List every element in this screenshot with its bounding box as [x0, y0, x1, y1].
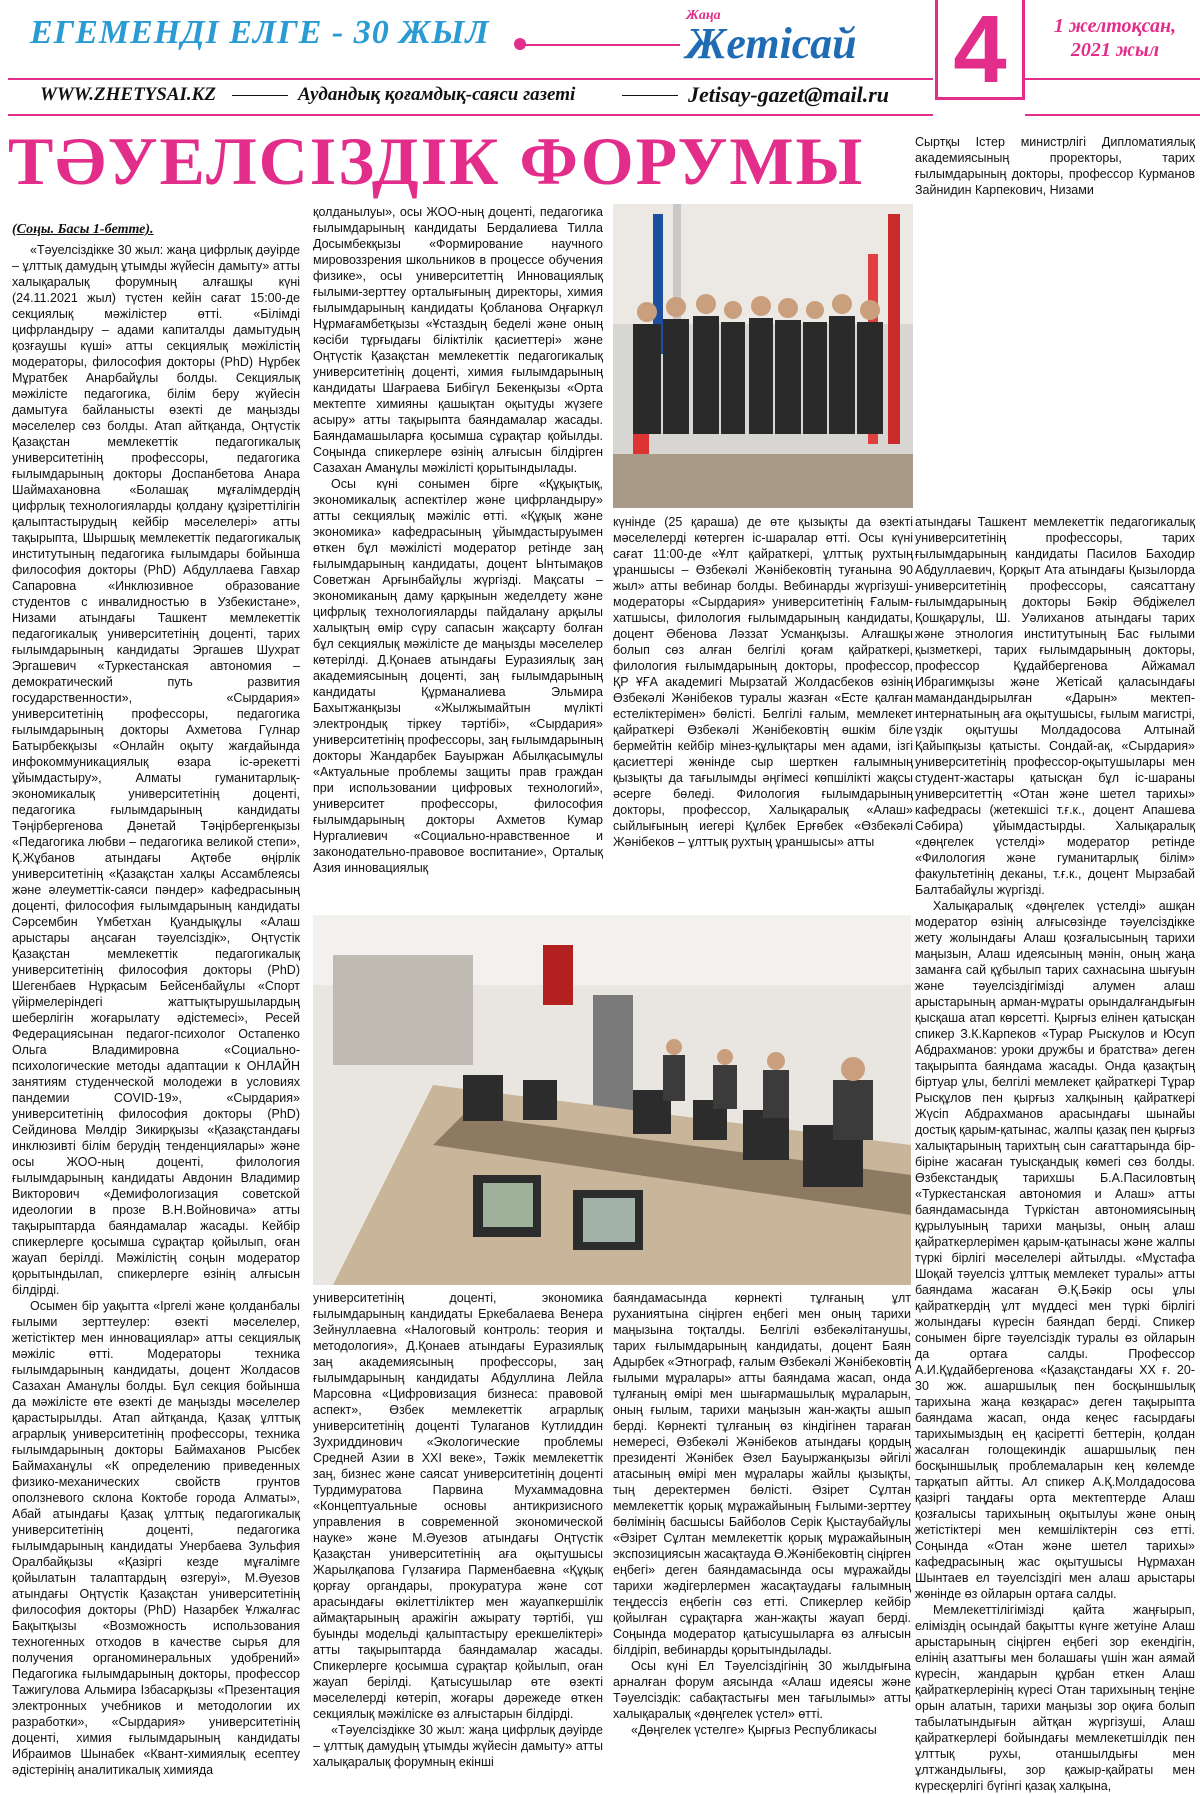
- email-link[interactable]: Jetisay-gazet@mail.ru: [688, 82, 890, 107]
- tagline: Аудандық қоғамдық-саяси газеті: [298, 84, 576, 105]
- issue-date: [1035, 14, 1195, 62]
- divider-arrow: [232, 95, 288, 96]
- paragraph: Осымен бір уақытта «Іргелі және қолданбалы ғылыми зерттеулер: өзекті мәселелер, жетістіктер мен инновациялар» атты секциялық мәжіліс өтті. Модераторы техника ғылымдарының кандидаты, доцент Жолдасов Сазахан Аманұлы болды. Бұл секция бойынша да мәжілісте өте өзекті де маңызды мәселелер қарастырылды. Атап айтқанда, Қазақ ұлттық аграрлық университетінің профессоры, техника ғылымдарының докторы Баймаханов Рысбек Баймаханұлы «К определению приведенных физико-механических свойств грунтов оползневого склона Коктобе города Алматы», Абай атындағы Қазақ ұлттық педагогикалық университетінің доценті, педагогика ғылымдарының кандидаты Унербаева Зульфия Оралбайқызы «Қазіргі кезде мұғалімге қойылатын талаптардың өзгеруі», М.Әуезов атындағы Оңтүстік Қазақстан университетінің философия докторы (PhD) Назарбек Ұлжалғас Бақытқызы «Возможность использования техногенных отходов в качестве сырья для получения органоминеральных удобрений» Педагогика ғылымдарының докторы, профессор Тажигулова Альмира Ізбасарқызы «Презентация электронных учебников и методологии их разработки», «Сырдария» университетінің доценті, химия ғылымдарының кандидаты Ибраимов Шынабек «Квант-химиялық есептеу әдістерінің аналитикалық химияда: [12, 1299, 300, 1777]
- conference-photo: [313, 915, 911, 1285]
- paragraph: Осы күні Ел Тәуелсіздігінің 30 жылдығына арналған форум аясында «Алаш идеясы және Тәуелсіздік: сабақтастығы мен тағылымы» атты халықаралық «дөңгелек үстел» өтті.: [613, 1659, 911, 1721]
- group-photo: [613, 204, 913, 508]
- paragraph: «Тәуелсіздікке 30 жыл: жаңа цифрлық дәуірде – ұлттық дамудың ұтымды жүйесін дамыту» атты халықаралық форумның алғашқы күні (24.11.2021 жыл) түстен кейін сағат 15:00-де секциялық мәжілістер өтті. «Білімді цифрландыру – адами капиталды дамытудың қозғаушы күші» атты секциялық мәжілістің модераторы, философия докторы (PhD) Нұрбек Мұратбек Анарбайұлы болды. Секциялық мәжілісте педагогика, білім беру жүйесін дамытуға байланысты өзекті де маңызды мәселелер сөз болды. Атап айтқанда, Оңтүстік Қазақстан мемлекеттік педагогикалық университетінің профессоры, педагогика ғылымдарының докторы Доспанбетова Анара Шаймахановна «Болашақ мұғалімдердің цифрлық технологияларды қолдану құзіреттілігін қалыптастырудың кейбір мәселелері» атты тақырыпта, Шыршық мемлекеттік педагогикалық институтының педагогика ғылымдары бойынша философия докторы (PhD) Абдуллаева Гавхар Сапаровна «Инклюзивное образование студентов с инвалидностью в Узбекистане», Низами атындағы Ташкент мемлекеттік педагогикалық университетінің доценті, тарих ғылымдарының кандидаты Эргашев Шухрат Эргашевич «Туркестанская автономия – демократический путь развития государственности», «Сырдария» университетінің профессоры, педагогика ғылымдарының докторы Ахметова Гүлнар Батырбекқызы «Онлайн оқыту жағдайында инфокоммуникациялық өзара іс-әрекетті ұйымдастыру», Алматы гуманитарлық-экономикалық университетінің доценті, педагогика ғылымдарының кандидаты Тәңірбергенова Дәнетай Тәңірбергенқызы «Педагогика любви – педагогика великой степи», Қ.Жұбанов атындағы Ақтөбе өңірлік университетінің «Қазақстан халқы Ассамблеясы және әлеуметтік-саяси пәндер» кафедрасының доценті, философия ғылымдарының кандидаты Сәрсембин Үмбетхан Қуандықұлы «Алаш арыстары аңсаған тәуелсіздік», Оңтүстік Қазақстан мемлекеттік педагогикалық университетінің философия докторы (PhD) Шегенбаев Нұрқасым Бейсенбайұлы «Спорт үйірмелеріндегі жаттықтырушылардың шеберлігін жоғарылату әдістемесі», Ресей Федерациясынан педагог-психолог Остапенко Ольга Владимировна «Социально-психологические методы адаптации к ОНЛАЙН занятиям студенческой молодежи в условиях пандемии COVID-19», «Сырдария» университетінің философия докторы (PhD) Сейдинова Мөлдір Зикирқызы «Қазақстандағы инклюзивті білім берудің тенденциялары» және осы ЖОО-ның доценті, филология ғылымдарының кандидаты Авдонин Владимир Викторович «Демифологизация советской идеологии в прозе В.Н.Войновича» атты тақырыптарда баяндамалар жасады. Кейбір спикерлерге қосымша сұрақтар қойылып, оған жауап берілді. Мәжілістің соңын модератор қорытындылап, спикерлерге өзінің алғысын білдірді.: [12, 243, 300, 1297]
- logo-prefix: Жаңа: [686, 8, 721, 23]
- article-title: ТӘУЕЛСІЗДІК ФОРУМЫ: [8, 123, 865, 199]
- date-line-1: 1 желтоқсан,: [1053, 15, 1177, 37]
- paragraph: Осы күні сонымен бірге «Құқықтық, экономикалық аспектілер және цифрландыру» атты секциялық мәжіліс өтті. «Құқық және экономика» кафедрасының ұйымдастыруымен өткен бұл мәжілісті модератор ретінде заң ғылымдарының кандидаты, доцент Ынтымақов Советжан Арғынбайұлы жүргізді. Мақсаты – экономиканың даму қарқынын жеделдету және цифрлық технологияларды пайдалану арқылы халықтың өмір сүру сапасын жақсарту болған бұл секциялық мәжілісте де маңызды мәселелер көтерілді. Д.Қонаев атындағы Еуразиялық заң академиясының доценті, заң ғылымдарының кандидаты Құрманалиева Эльмира Бахытжанқызы «Жылжымайтын мүлікті электрондық тіркеу тәртібі», «Сырдария» университетінің профессоры, заң ғылымдарының докторы Жандарбек Бауыржан Абылқасымұлы «Актуальные проблемы защиты прав граждан при использовании цифровых технологий», университет профессоры, философия ғылымдарының докторы Ахметов Кумар Нургалиевич «Социально-нравственное и законодательно-правовое воспитание», Орталық Азия инновациялық: [313, 477, 603, 875]
- page-number: 4: [935, 0, 1025, 100]
- column-2-bottom: [313, 1290, 603, 1769]
- paragraph: атындағы Ташкент мемлекеттік педагогикалық университетінің профессоры, тарих ғылымдарының кандидаты Пасилов Баходир Абдуллаевич, Қорқыт Ата атындағы Қызылорда университетінің профессоры, саясаттану ғылымдарының докторы Бәкір Әбдіжелел Қошқарұлы, Ш. Уәлиханов атындағы тарих және этнология институтының Бас ғылыми қызметкері, тарих ғылымдарының докторы, профессор Құдайбергенова Айжамал Ибрагимқызы және Жетісай қаласындағы мамандандырылған «Дарын» мектеп-интернатының аға оқытушысы, ғылым магистрі, үздік оқытушы Молдадосова Алтынай Қайыпқызы қатысты. Сондай-ақ, «Сырдария» университетінің профессор-оқытушылары мен студент-жастары қатысқан бұл іс-шараны университеттің «Отан және шетел тарихы» кафедрасы (жетекшісі т.ғ.к., доцент Апашева Сәбира) ұйымдастырды. Халықаралық «дөңгелек үстелді» модератор ретінде «Филология және гуманитарлық білім» факультетінің деканы, т.ғ.к., доцент Мырзабай Балтабайұлы жүргізді.: [915, 515, 1195, 897]
- newspaper-logo: Жетісай: [686, 19, 857, 68]
- paragraph: қолданылуы», осы ЖОО-ның доценті, педагогика ғылымдарының кандидаты Бердалиева Тилла Досымбекқызы «Формирование научного мировоззрения школьников в процессе обучения физике», осы университеттің Инновациялық ғылыми-зерттеу орталығының директоры, химия ғылымдарының кандидаты Қобланова Оңғаркүл Нұрмағамбетқызы «Ұстаздың беделі және оның кәсіби тұрғыдағы біліктілік қасиеттері» және Оңтүстік Қазақстан мемлекеттік педагогикалық университетінің доценті, химия ғылымдарының кандидаты Шағраева Бибігүл Бекенқызы «Орта мектепте химияны қашықтан оқытуды жүзеге асыру» атты тақырыпта баяндамалар жасады. Баяндамашыларға қосымша сұрақтар қойылды. Соңында спикерлере өзінің алғысын білдірген Сазахан Аманұлы мәжілісті қорытындылады.: [313, 205, 603, 475]
- paragraph: Халықаралық «дөңгелек үстелді» ашқан модератор өзінің алғысөзінде тәуелсіздікке жету жолындағы Алаш қозғалысының тарихи маңызын, Алаш идеясының мәнін, оның жаңа заманға сай құбылып тарих сахнасына шығуын және тәуелсіздігімізді алумен алаш арыстарының арман-мұраты орындалғандығын қысқаша атап көрсетті. Қырғыз елінен қатысқан спикер З.К.Карпеков «Турар Рыскулов и Юсуп Абдрахманов: уроки дружбы и братства» деген тақырыпта баяндама жасады. Онда қазақтың біртуар ұлы, белгілі мемлекет қайраткері Тұрар Рысқұлов пен қырғыз халқының қайраткері Жүсіп Абдрахманов арасындағы шынайы достық қарым-қатынас, жалпы қазақ пен қырғыз халықтарының тарихтың сын сағаттарында бір-біріне жасаған туысқандық көмегі сөз болды. Өзбекстандық тарихшы Б.А.Пасиловтың «Туркестанская автономия и Алаш» атты баяндамасында Түркістан автономиясының құрылуының тарихи маңызы, оның алаш қайраткерлерімен қарым-қатынасы және жалпы түркі бірлігі мәселелері айтылды. «Мұстафа Шоқай тәуелсіз ұлттық мемлекет туралы» атты баяндама жасаған Ә.Қ.Бәкір осы ұлы қайраткердің ұлт мүддесі мен түркі бірлігі жолындағы күресін баяндап берді. Спикер сонымен бірге тәуелсіздік туралы өз ойларын да ортаға салды. Профессор А.И.Құдайбергенова «Қазақстандағы XX ғ. 20-30 жж. ашаршылық пен босқыншылық тарихына жаңа көзқарас» деген тақырыпта баяндама жасап, онда кеңес ғасырдағы тарихымыздың ең қасіретті беттерін, қолдан жасалған голощекиндік ашаршылық пен босқыншылық проблемаларын кең көлемде тарқатып айтты. Ал спикер А.Қ.Молдадосова қазіргі таңдағы орта мектептерде Алаш қозғалысы тарихының оқытылуы және оның жетістіктері мен кемшіліктерін сөз етті. Соңында «Отан және шетел тарихы» кафедрасының жас оқытушысы Нұрмахан Шынтаев ел тәуелсіздігі мен алаш арыстары жөнінде өз ойларын ортаға салды.: [915, 899, 1195, 1601]
- column-3-bottom: [613, 1290, 911, 1737]
- section-title: ЕГЕМЕНДІ ЕЛГЕ - 30 ЖЫЛ: [30, 14, 490, 51]
- continued-note: (Соңы. Басы 1-бетте).: [12, 222, 154, 237]
- column-1: [12, 222, 300, 1777]
- paragraph: күнінде (25 қараша) де өте қызықты да өзекті мәселелерді көтерген іс-шаралар өтті. Осы күні сағат 11:00-де «Ұлт қайраткері, ұлттық рухтың ұраншысы – Өзбекәлі Жәнібековтің туғанына 90 жыл» атты вебинар болды. Вебинарды жүргізуші-модераторы «Сырдария» университетінің Ғалым-хатшысы, филология ғылымдарының кандидаты, доцент Әбенова Ләззат Усманқызы. Алғашқы болып сөз алған белгілі қоғам қайраткері, филология ғылымдарының докторы, профессор, ҚР ҰҒА академигі Мырзатай Жолдасбеков өзінің Өзбекәлі Жәнібеков туралы жазған «Есте қалған естеліктерімен» бөлісті. Белгілі ғалым, мемлекет қайраткері Өзбекәлі Жәнібековтің өшкім біле бермейтін кейбір мінез-құлықтары мен адами, ізгі қасиеттері жөнінде сыр шерткен ғалымның қызықты да тағылымды әңгімесі көпшілікті жақсы әсерге бөледі. Филология ғылымдарының докторы, профессор, Халықаралық «Алаш» сыйлығының иегері Құлбек Ерғөбек «Өзбекәлі Жәнібеков – ұлттық рухтың ұраншысы» атты: [613, 515, 913, 849]
- date-line-2: 2021 жыл: [1070, 39, 1160, 61]
- paragraph: «Дөңгелек үстелге» Қырғыз Республикасы: [631, 1723, 877, 1737]
- paragraph: баяндамасында көрнекті тұлғаның ұлт руханиятына сіңірген еңбегі мен оның тарихи маңызына тоқталды. Белгілі өзбекәлітанушы, тарих ғылымдарының кандидаты, доцент Баян Адырбек «Этнограф, ғалым Өзбекәлі Жәнібековтің ғылыми мұралары» атты баяндама жасап, онда тұлғаның өмірі мен шығармашылық мұраларын, оның ғылым, тарихи маңызын жан-жақты ашып берді. Көрнекті тұлғаның өз кіндігінен тараған немересі, Өзбекәлі Жәнібеков атындағы қордың президенті Жәнібек Әзел Бауыржанқызы әйгілі атасының өмірі мен мұралары жайлы қызықты, тың деректермен бөлісті. Әзірет Сұлтан мемлекеттік қорық мұражайының Ғылыми-зерттеу бөлімінің басшысы Байболов Серік Қыстаубайұлы «Әзірет Сұлтан мемлекеттік қорық мұражайының экспозициясын жасақтауда Ө.Жәнібековтің сіңірген еңбегі» деген баяндамасында осы мұражайды тарихи жәдігерлермен жасақтаудағы ғалымның теңдессіз еңбегін сөз етті. Спикерлер кейбір қойылған сұрақтарға жан-жақты жауап берді. Соңында модератор қатысушыларға өз алғысын білдіріп, вебинарды қорытындылады.: [613, 1291, 911, 1657]
- website-link[interactable]: WWW.ZHETYSAI.KZ: [40, 84, 216, 105]
- column-2-top: [313, 204, 603, 914]
- article-intro: Сыртқы Істер министрлігі Дипломатиялық академиясының проректоры, тарих ғылымдарының докторы, профессор Курманов Зайнидин Карпекович, Низами: [915, 135, 1195, 197]
- divider-arrow: [622, 95, 678, 96]
- column-3-mid: [613, 514, 913, 914]
- header-rule: [524, 44, 680, 46]
- column-4: [915, 514, 1195, 1793]
- subheader-bar-right: [1025, 78, 1200, 116]
- paragraph: университетінің доценті, экономика ғылымдарының кандидаты Еркебалаева Венера Зейнуллаевна «Налоговый контроль: теория и методология», Д.Қонаев атындағы Еуразиялық заң академиясының профессоры, заң ғылымдарының кандидаты Абдуллина Лейла Марсовна «Цифровизация бизнеса: правовой аспект», Өзбек мемлекеттік аграрлық университетінің доценті Тулаганов Кутлиддин Зухриддинович «Экологические проблемы Средней Азии в XXI веке», Тәжік мемлекеттік заң, бизнес және саясат университетінің доценті Турдимуратова Парвина Мухаммадовна «Концептуальные основы антикризисного управления в современной экономической науке» және М.Әуезов атындағы Оңтүстік Қазақстан университетінің аға оқытушысы Жарылқапова Гүлзағира Парменбаевна «Құқық қорғау органдары, прокуратура және сот арасындағы өкілеттіліктер мен жауапкершілік аймақтарының аражігін ажырату тәртібі, үш буынды модельді қалыптастыру ерекшеліктері» атты тақырыптарда баяндамалар жасады. Спикерлерге қосымша сұрақтар қойылып, оған жауап берілді. Қатысушылар өте өзекті мәселелерді көтеріп, жоғары дәрежеде өткен секциялық мәжіліске өз алғыстарын білдірді.: [313, 1291, 603, 1721]
- paragraph: Мемлекеттілігімізді қайта жаңғырып, еліміздің осындай бақытты күнге жетуіне Алаш арыстарының сіңірген еңбегі зор екендігін, елінің азаттығы мен болашағы үшін жан аямай күресін, жандарын құрбан еткен Алаш қайраткерлерінің күресі Отан тарихының теңіне орын алатын, тарихи маңызы зор оқиға болып табылатындығын айтқан жүргізуші, Алаш қайраткерлері бойындағы мемлекетшілдік пен ұлттық рухы, отаншылдығы мен ұлтжандылығы, зор қажыр-қайраты мен күресқерлігі бүгінгі қазақ халқына,: [915, 1603, 1195, 1793]
- paragraph: «Тәуелсіздікке 30 жыл: жаңа цифрлық дәуірде – ұлттық дамудың ұтымды жүйесін дамыту» атты халықаралық форумның екінші: [313, 1723, 603, 1769]
